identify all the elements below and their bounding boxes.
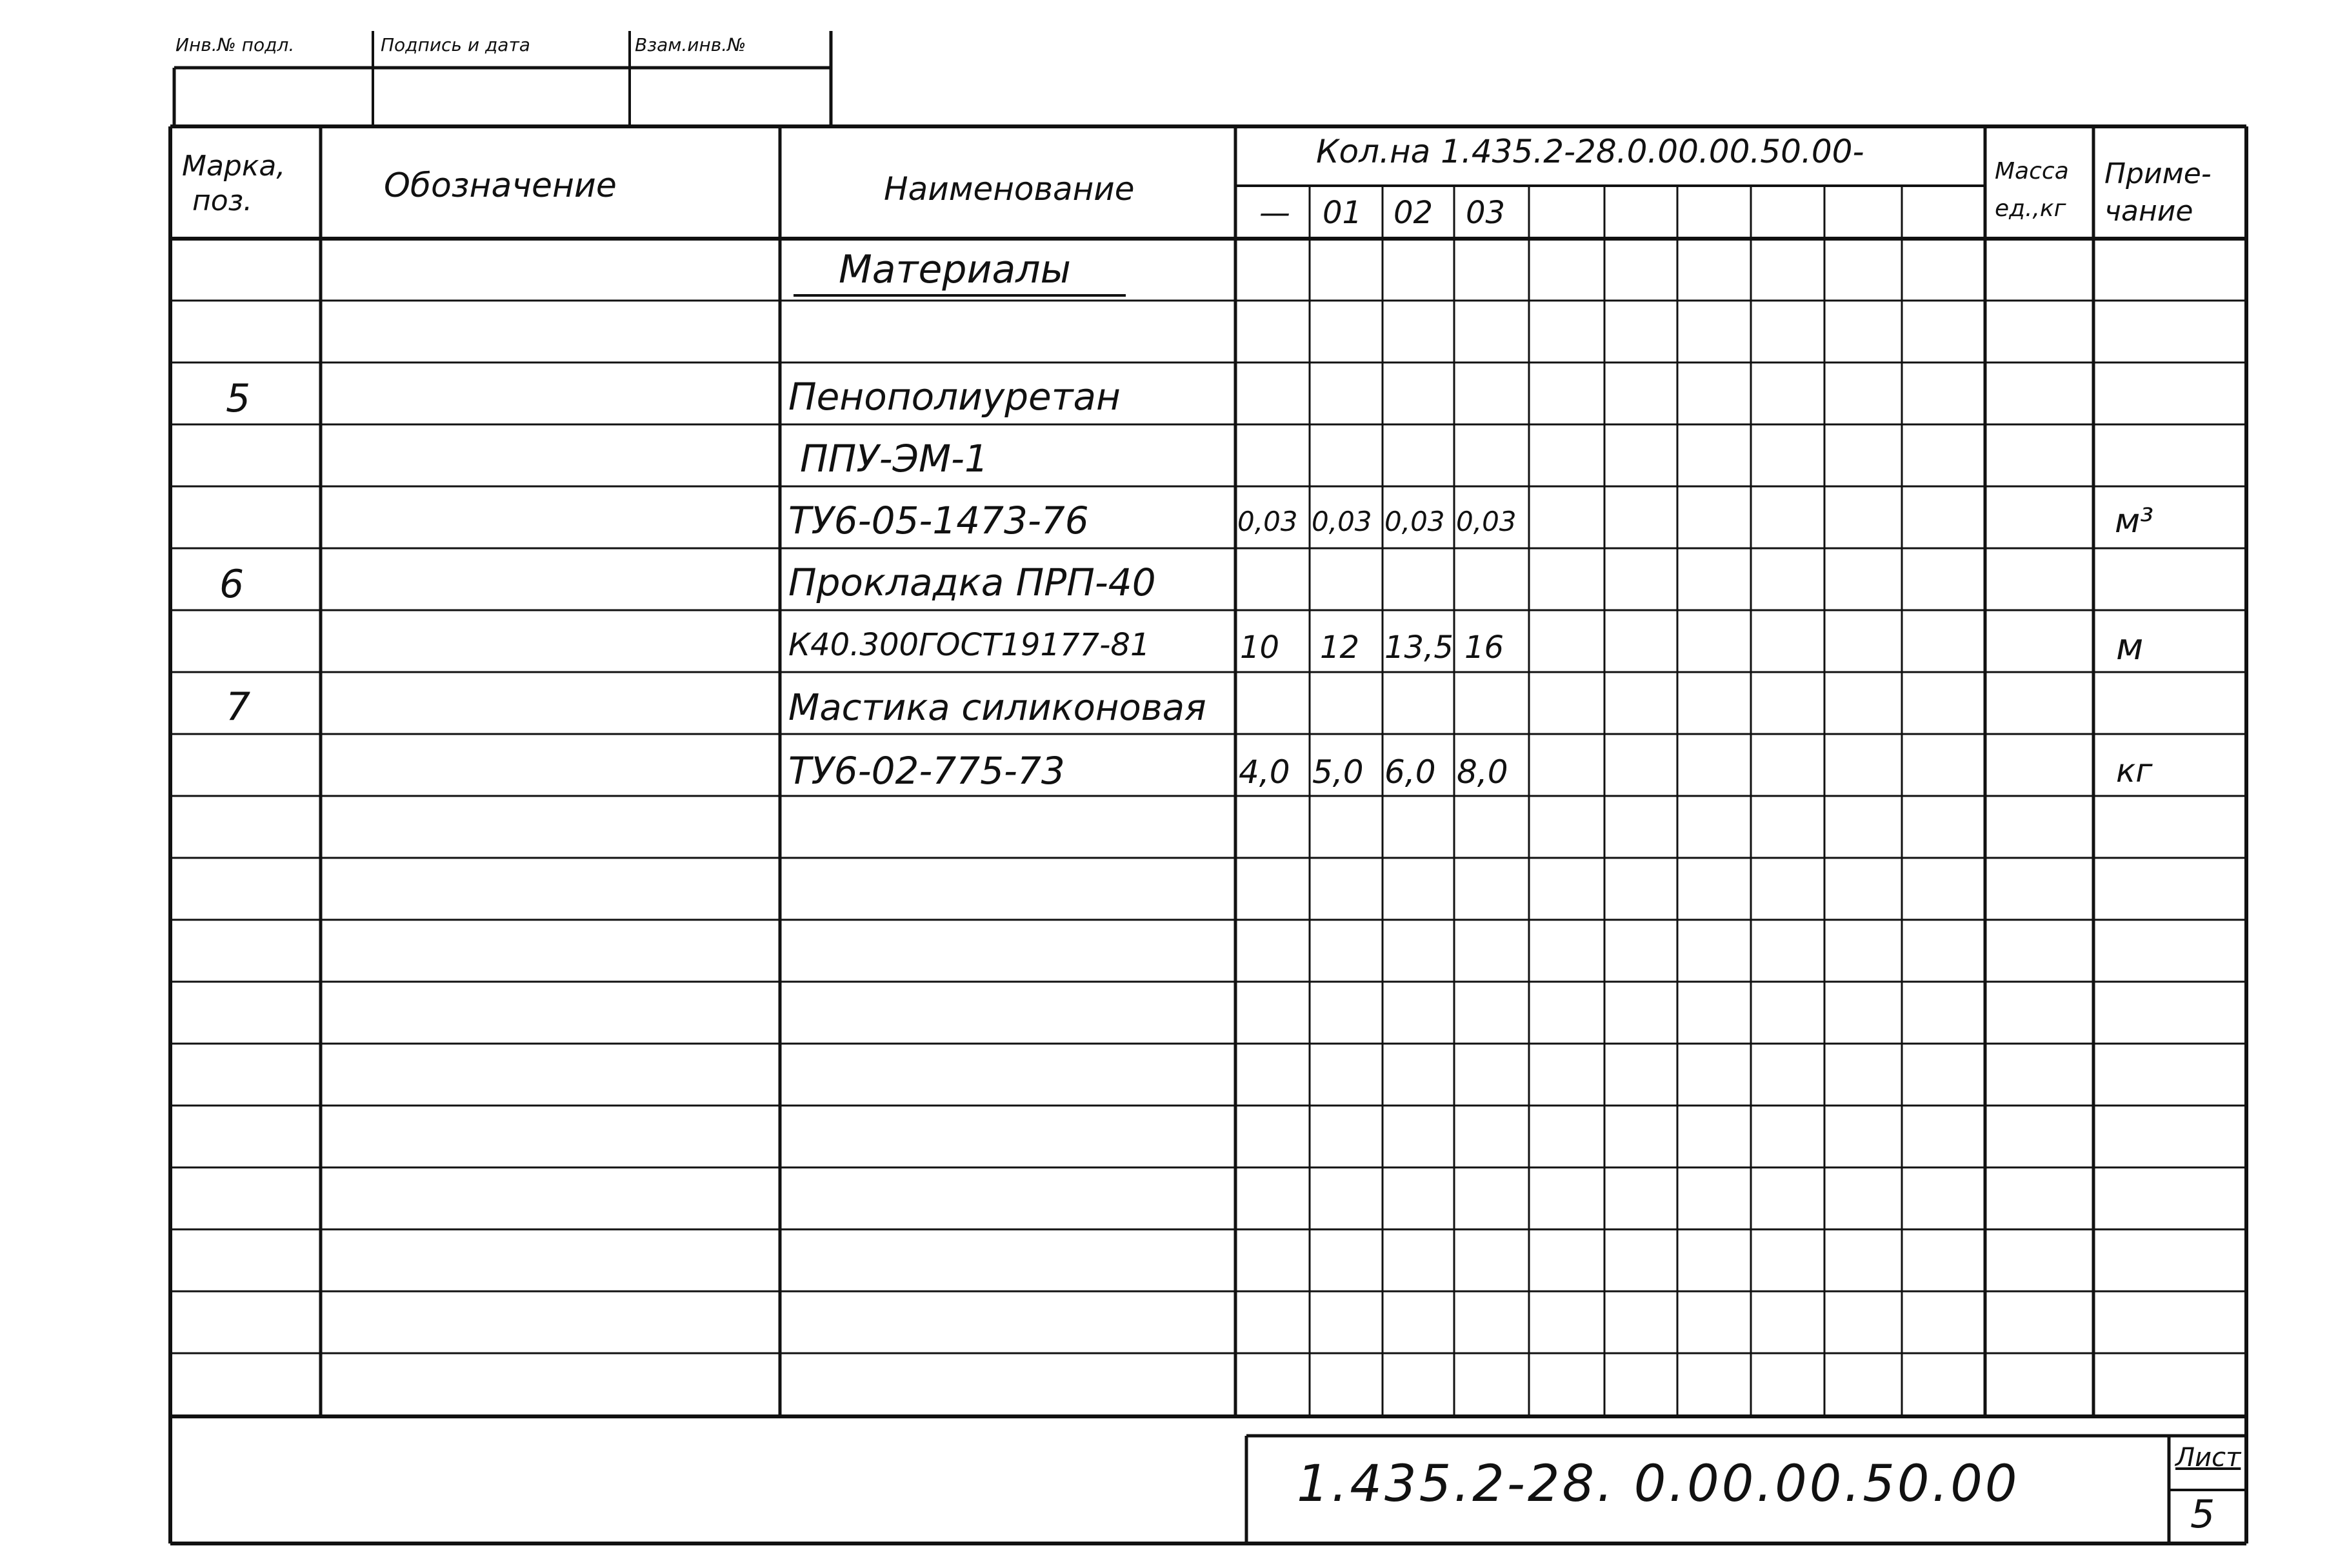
header-name: Наименование [884, 170, 1135, 208]
row-7-qty-03: 8,0 [1457, 753, 1508, 791]
row-3-note: м³ [2115, 502, 2154, 541]
row-7-note: кг [2116, 752, 2153, 789]
row-6-name: Мастика силиконовая [788, 687, 1206, 729]
stamp-replacement-inventory: Взам.инв.№ [635, 34, 746, 55]
header-quantity-title: Кол.на 1.435.2-28.0.00.00.50.00- [1316, 133, 1864, 170]
row-5-qty-03: 16 [1464, 630, 1504, 666]
row-5-qty-01: 12 [1320, 630, 1360, 666]
row-4-name: Прокладка ПРП-40 [788, 561, 1156, 604]
header-variant-02: 02 [1393, 195, 1433, 231]
sheet-number: 5 [2190, 1492, 2215, 1537]
row-1-name: Пенополиуретан [788, 375, 1121, 419]
header-mass-line1: Масса [1995, 158, 2069, 184]
header-variant-01: 01 [1323, 195, 1363, 231]
row-3-qty-02: 0,03 [1384, 506, 1445, 537]
header-mark-line2: поз. [192, 184, 253, 217]
row-6-mark: 7 [226, 684, 251, 729]
row-5-name: К40.300ГОСТ19177-81 [788, 627, 1150, 663]
header-variant-03: 03 [1466, 195, 1506, 231]
header-designation: Обозначение [384, 166, 617, 205]
section-title-materials: Материалы [839, 247, 1071, 292]
row-4-mark: 6 [219, 562, 245, 607]
row-3-qty-base: 0,03 [1237, 506, 1298, 537]
row-7-qty-01: 5,0 [1312, 753, 1364, 791]
header-note-line2: чание [2104, 195, 2193, 228]
header-mass-line2: ед.,кг [1995, 195, 2066, 222]
stamp-signature-date: Подпись и дата [381, 34, 530, 55]
stamp-inventory-number: Инв.№ подл. [175, 34, 295, 55]
header-mark-line1: Марка, [182, 150, 286, 183]
row-5-note: м [2116, 626, 2144, 668]
header-note-line1: Приме- [2104, 157, 2212, 190]
document-number: 1.435.2-28. 0.00.00.50.00 [1297, 1455, 2020, 1513]
row-7-qty-base: 4,0 [1239, 753, 1290, 791]
row-3-qty-03: 0,03 [1456, 506, 1517, 537]
row-5-qty-base: 10 [1240, 630, 1280, 666]
row-1-mark: 5 [226, 376, 251, 421]
sheet-label: Лист [2175, 1443, 2241, 1473]
row-7-qty-02: 6,0 [1384, 753, 1436, 791]
row-3-name: ТУ6-05-1473-76 [788, 499, 1089, 542]
row-3-qty-01: 0,03 [1312, 506, 1372, 537]
header-variant-base: — [1259, 195, 1290, 231]
row-2-name: ППУ-ЭМ-1 [800, 437, 988, 481]
row-7-name: ТУ6-02-775-73 [788, 749, 1065, 793]
row-5-qty-02: 13,5 [1384, 630, 1453, 666]
